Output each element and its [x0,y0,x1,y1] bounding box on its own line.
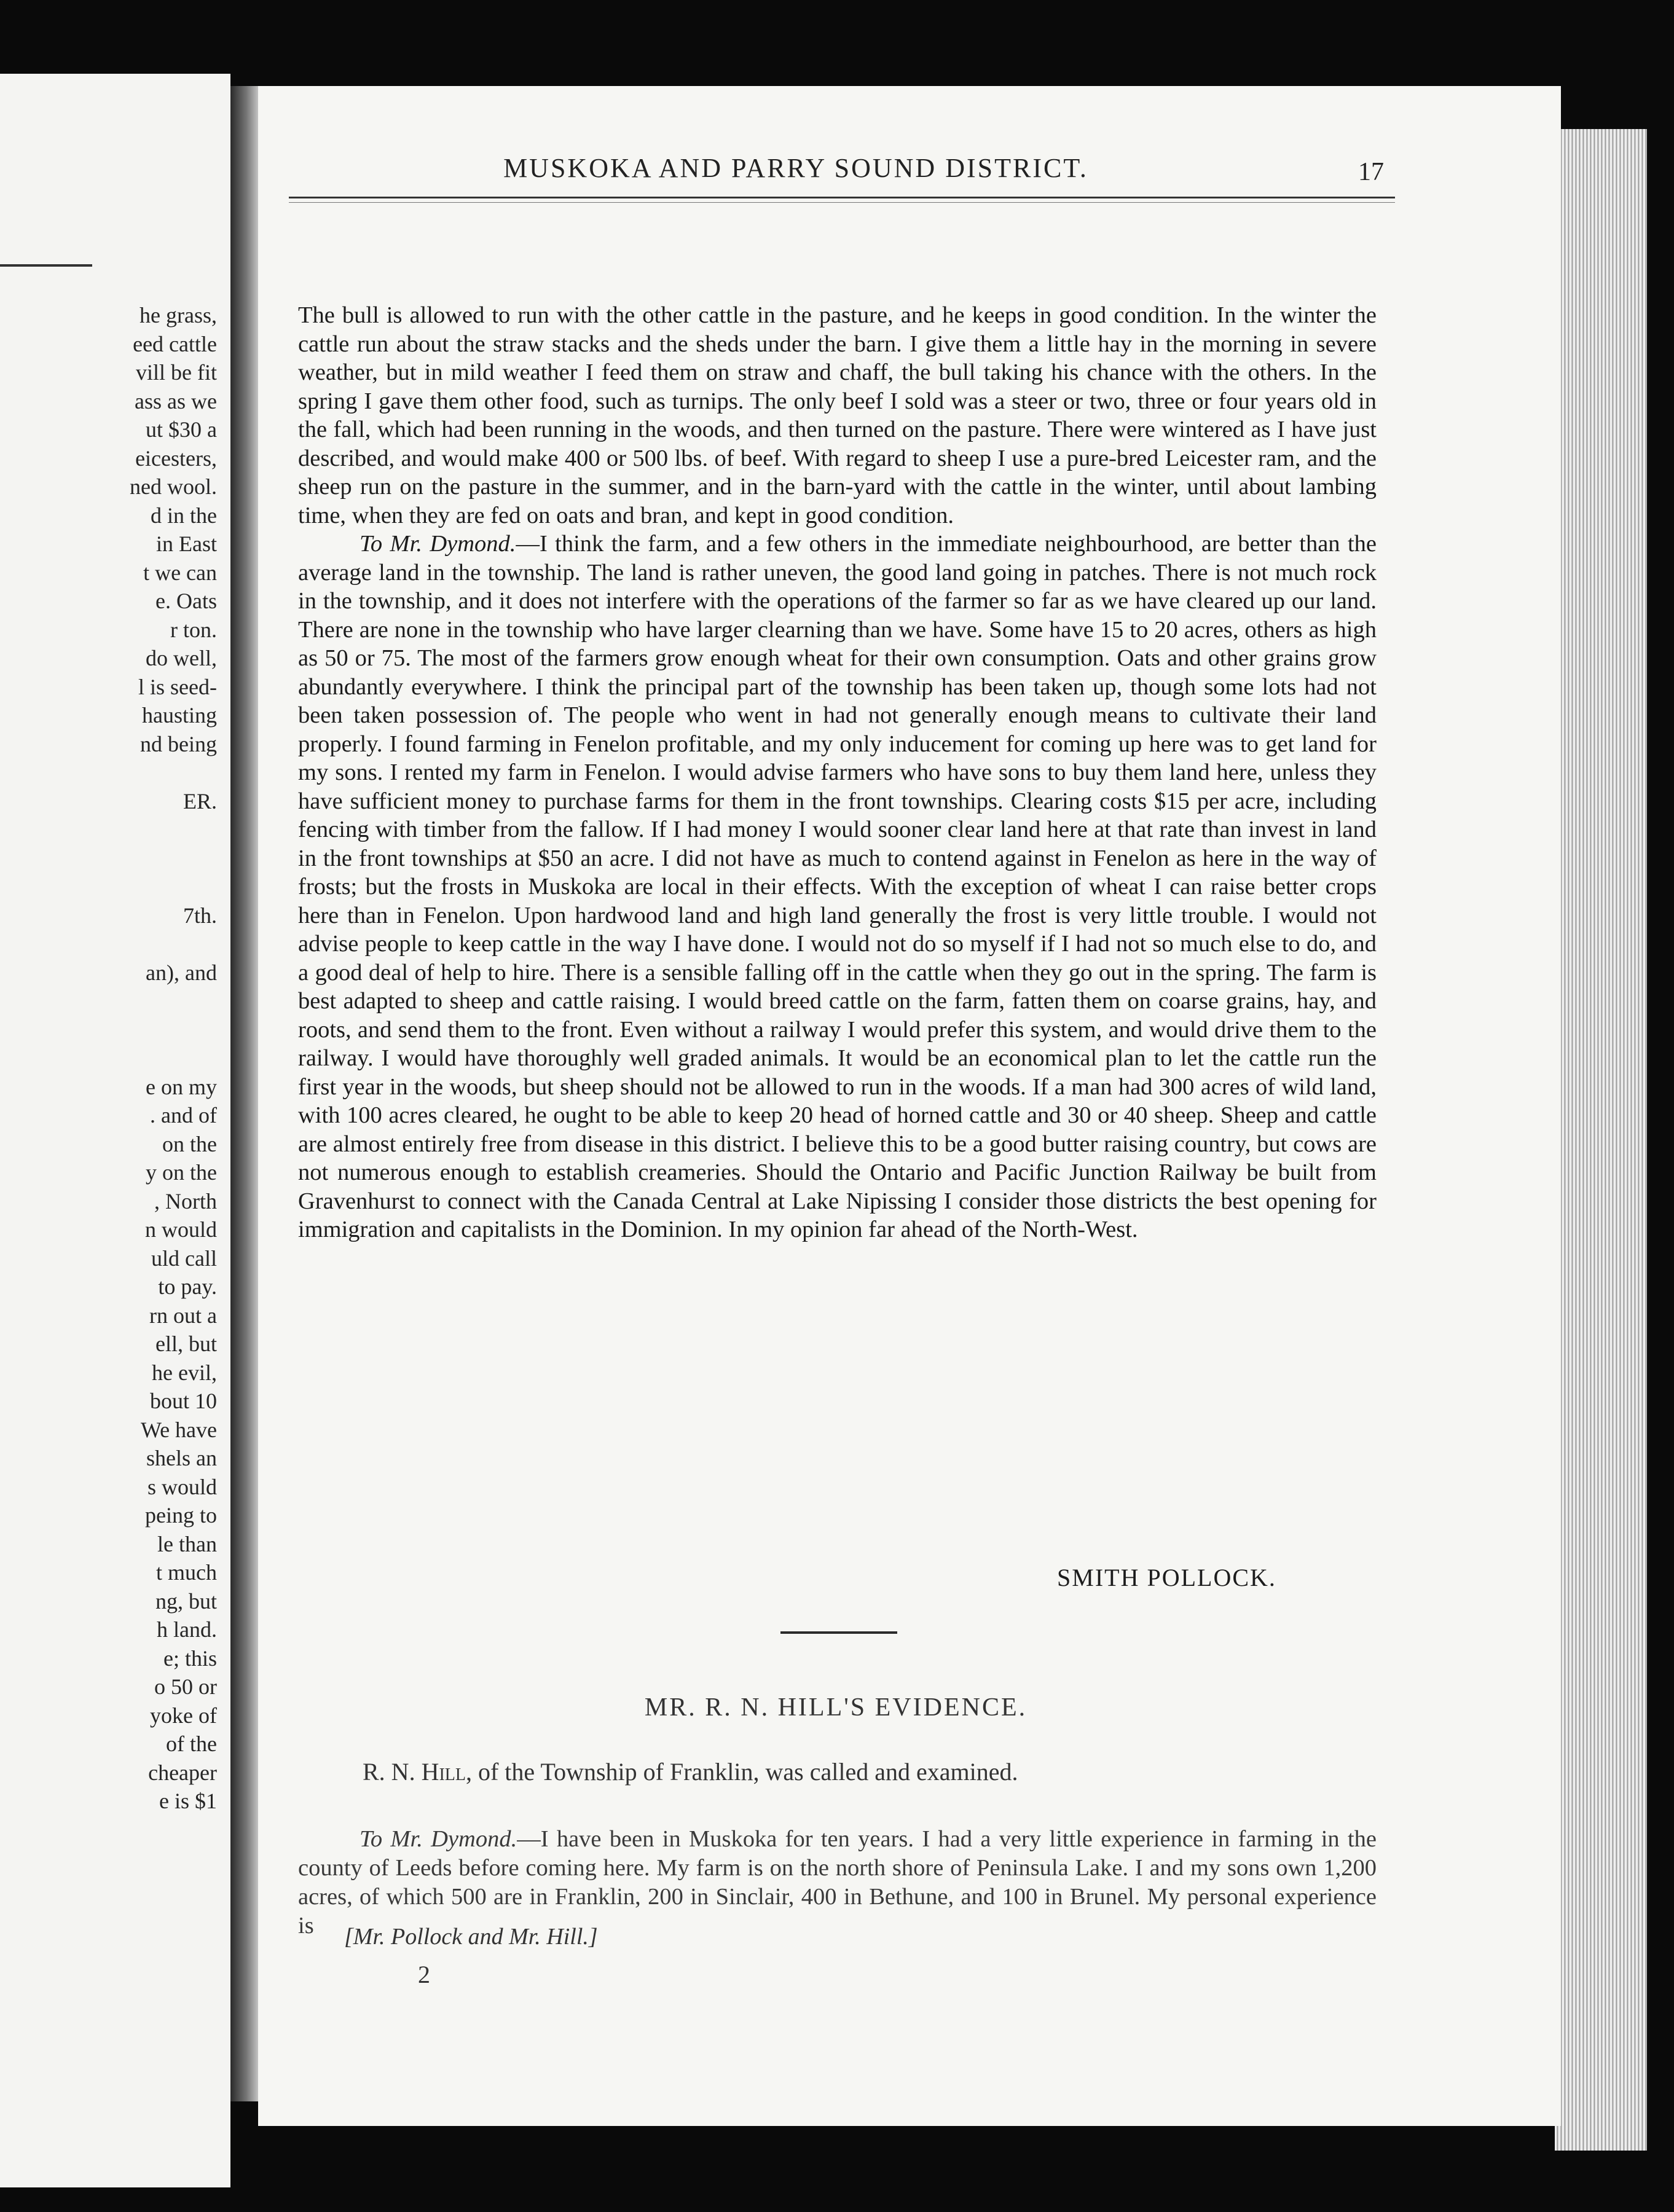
left-page-line: , North [154,1188,217,1214]
left-page-line: e on my [146,1074,217,1099]
left-page-line: shels an [146,1446,217,1470]
left-page-line: nd being [140,731,217,756]
left-page-line: n would [145,1217,217,1242]
left-page-line: on the [162,1131,217,1156]
left-page-line: e; this [163,1645,217,1671]
left-page-line: hausting [142,703,217,728]
left-page-line: e. Oats [155,589,217,613]
left-page-line: l is seed- [138,674,217,699]
left-page-line: 7th. [183,903,217,928]
running-title: MUSKOKA AND PARRY SOUND DISTRICT. [503,153,1088,183]
paragraph-dymond-text: —I think the farm, and a few others in the immediate neighbourhood, are better than the average land in the township. The land is rather uneven, the good land going in patches. There is not much rock in the township, and it does not interfere with the operations of the farmer so far as we have cleared up our land. There are none in the township who have larger clearning than we have. Some have 15 to 20 acres, others as high as 50 or 75. The most of the farmers grow enough wheat for their own consumption. Oats and other grains grow abundantly everywhere. I think the principal part of the township has been taken up, though some lots had not been taken possession of. The people who went in had not generally enough means to cultivate their land properly. I found farming in Fenelon profitable, and my only inducement for coming up here was to get land for my sons. I rented my farm in Fenelon. I would advise farmers who have sons to buy them land here, unless they have sufficient money to purchase farms for them in the front townships. Clearing costs $15 per acre, including fencing with timber from the fallow. If I had money I would sooner clear land here at that rate than invest in land in the front townships at $50 an acre. I did not have as much to contend against in Fenelon as here in the way of frosts; but the frosts in Muskoka are local in their effects. With the exception of wheat I can raise better crops here than in Fenelon. Upon hardwood land and high land generally the frost is very little trouble. I would not advise people to keep cattle in the way I have done. I would not do so myself if I had not so much else to do, and a good deal of help to hire. There is a sensible falling off in the cattle when they go out in the spring. The farm is best adapted to sheep and cattle raising. I would breed cattle on the farm, fatten them on coarse grains, hay, and roots, and send them to the front. Even without a railway I would prefer this system, and would drive them to the railway. I would have thoroughly well graded animals. It would be an economical plan to let the cattle run the first year in the woods, but sheep should not be allowed to run in the woods. If a man had 300 acres of wild land, with 100 acres cleared, he ought to be able to keep 20 head of horned cattle and 30 or 40 sheep. Sheep and cattle are almost entirely free from disease in this district. I believe this to be a good butter raising country, but cows are not numerous enough to establish creameries. Should the Ontario and Pacific Junction Railway be built from Gravenhurst to connect with the Canada Central at Lake Nipissing I consider those districts the best opening for immigration and capitalists in the Dominion. In my opinion far ahead of the North-West. [298,531,1377,1242]
paragraph-cattle: The bull is allowed to run with the other cattle in the pasture, and he keeps in good condition. In the winter the cattle run about the straw stacks and the sheds under the barn. I give them a little hay in the morning in severe weather, but in mild weather I feed them on straw and chaff, the bull taking his chance with the others. In the spring I gave them other food, such as turnips. The only beef I sold was a steer or two, three or four years old in the fall, which had been running in the woods, and then turned on the pasture. There were wintered as I have just described, and would make 400 or 500 lbs. of beef. With regard to sheep I use a pure-bred Leicester ram, and the sheep run on the pasture in the summer, and in the barn-yard with the cattle in the winter, until about lambing time, when they are fed on oats and bran, and kept in good condition. [298,302,1377,528]
left-page-line: bout 10 [149,1389,217,1413]
left-page-fragment [0,74,230,2187]
witness-name: R. N. Hill [363,1758,466,1786]
left-page-line: . and of [150,1103,217,1128]
left-page-line: h land. [157,1617,217,1642]
left-page-line: We have [140,1417,217,1442]
left-page-line: eed cattle [133,331,217,356]
left-page-line: to pay. [158,1274,217,1299]
left-page-line: t much [156,1560,217,1585]
left-page-line: he grass, [140,303,217,327]
left-page-line: he evil, [152,1360,217,1385]
left-page-line: of the [166,1732,217,1756]
left-page-rule [0,264,92,267]
section-title: MR. R. N. HILL'S EVIDENCE. [644,1693,1028,1722]
left-page-line: d in the [151,503,217,528]
page-edges [1555,129,1647,2151]
paragraph-dymond [298,530,1377,1244]
left-page-line: yoke of [150,1703,217,1728]
called-line [363,1757,1407,1787]
left-page-line: ng, but [155,1588,217,1614]
left-page-line: cheaper [148,1760,217,1785]
left-page-line: t we can [143,560,217,585]
left-page-line: ER. [183,788,217,814]
left-page-line: ut $30 a [146,417,217,442]
signature-number: 2 [418,1961,430,1988]
left-page-line: an), and [146,960,217,985]
left-page-line: o 50 or [154,1674,217,1699]
left-page-line: ell, but [155,1332,217,1356]
left-page-line: e is $1 [159,1789,217,1813]
examiner-name: To Mr. Dymond. [360,531,516,557]
footer-reference: [Mr. Pollock and Mr. Hill.] [344,1924,598,1950]
page-number: 17 [1358,158,1384,186]
left-page-line: ned wool. [130,474,217,499]
signature-smith-pollock: SMITH POLLOCK. [1057,1564,1276,1591]
left-page-line: in East [156,531,217,556]
book-spine-shadow [230,86,260,2101]
left-page-line: y on the [146,1160,217,1185]
examiner-name: To Mr. Dymond. [360,1826,517,1852]
left-page-line: s would [147,1474,217,1499]
left-page-line: le than [157,1531,217,1556]
header-rule [289,197,1395,203]
called-text: , of the Township of Franklin, was called and examined. [465,1758,1018,1786]
left-page-line: eicesters, [135,445,217,471]
left-page-line: vill be fit [136,360,217,385]
left-page-line: ass as we [135,388,217,414]
section-divider [780,1631,897,1634]
left-page-line: rn out a [149,1303,217,1328]
left-page-line: uld call [151,1245,217,1271]
left-page-line: do well, [146,646,217,670]
left-page-line: peing to [145,1503,217,1528]
body-text [298,301,1377,1244]
hill-evidence-text: —I have been in Muskoka for ten years. I had a very little experience in farming in the county of Leeds before coming here. My farm is on the north shore of Peninsula Lake. I and my sons own 1,200 acres, of which 500 are in Franklin, 200 in Sinclair, 400 in Bethune, and 100 in Brunel. My personal experience is [298,1826,1377,1939]
left-page-line: r ton. [170,617,217,642]
